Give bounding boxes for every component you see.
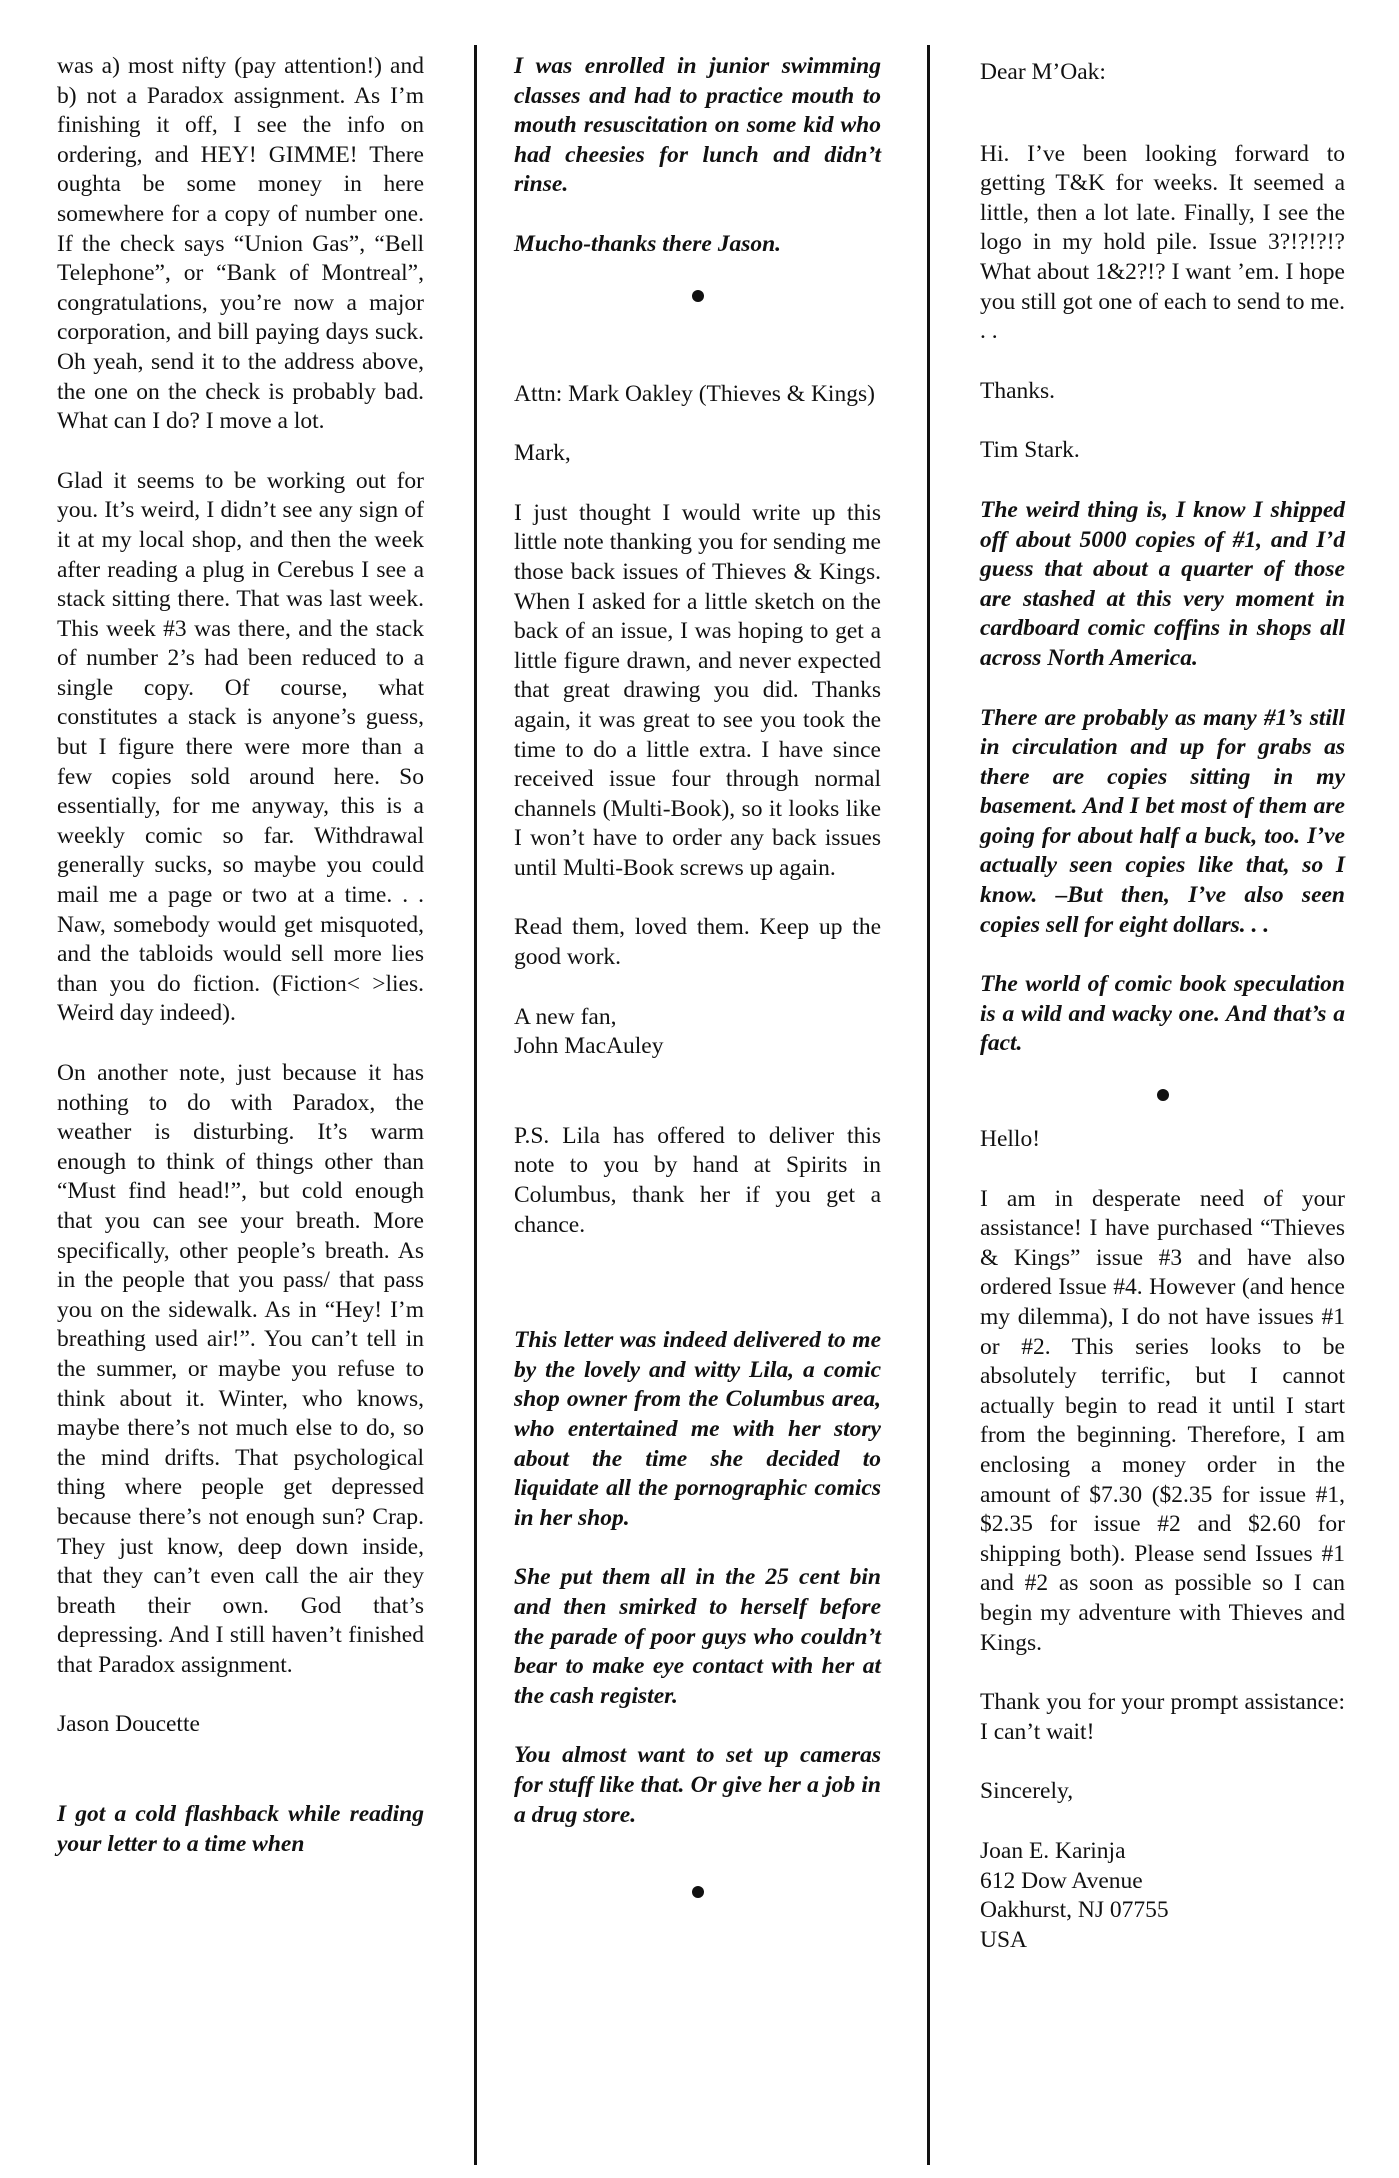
column-divider-left xyxy=(474,45,477,2165)
address-line: Oakhurst, NJ 07755 xyxy=(980,1897,1169,1924)
editor-reply: Mucho-thanks there Jason. xyxy=(514,230,782,257)
letter-closing: A new fan, xyxy=(514,1003,617,1030)
sender-address xyxy=(980,1837,1345,1955)
letter-salutation: Dear M’Oak: xyxy=(980,59,1106,85)
letter-heading: Attn: Mark Oakley (Thieves & Kings) xyxy=(514,380,875,407)
address-line: USA xyxy=(980,1926,1028,1953)
letter-paragraph: Glad it seems to be working out for you. It’s weird, I didn’t see any sign of it at my local shop, and then the week after reading a plug in Cerebus I see a stack sitting there. That was last week. This week #3 was there, and the stack of number 2’s had been reduced to a single copy. Of course, what constitutes a stack is anyone’s guess, but I figure there were more than a few copies sold around here. So essentially, for me anyway, this is a weekly comic so far. Withdrawal generally sucks, so maybe you could mail me a page or two at a time. . . Naw, somebody would get misquoted, and the tabloids would sell more lies than you do fiction. (Fiction< >lies. Weird day indeed). xyxy=(57,467,424,1027)
editor-reply: This letter was indeed delivered to me by the lovely and witty Lila, a comic shop owner from the Columbus area, who entertained me with her story about the time she decided to liquidate all the pornographic comics in her shop. xyxy=(514,1327,881,1531)
section-separator-bullet xyxy=(692,1886,704,1898)
letter-paragraph: Thank you for your prompt assistance: I can’t wait! xyxy=(980,1689,1345,1745)
letter-paragraph: On another note, just because it has nothing to do with Paradox, the weather is disturbing. It’s warm enough to think of things other than “Must find head!”, but cold enough that you can see your breath. More specifically, other people’s breath. As in the people that you pass/ that pass you on the sidewalk. As in “Hey! I’m breathing used air!”. You can’t tell in the summer, or maybe you refuse to think about it. Winter, who knows, maybe there’s not much else to do, so the mind drifts. That psychological thing where people get depressed because there’s not enough sun? Crap. They just know, deep down inside, that they can’t even call the air they breath their own. God that’s depressing. And I still haven’t finished that Paradox assignment. xyxy=(57,1060,424,1678)
column-divider-right xyxy=(927,45,930,2165)
letter-closing: Sincerely, xyxy=(980,1778,1074,1805)
letter-paragraph: I am in desperate need of your assistance! I have purchased “Thieves & Kings” issue #3 and have also ordered Issue #4. However (and hence my dilemma), I do not have issues #1 or #2. This series looks to be absolutely terrific, but I cannot actually begin to read it until I start from the beginning. Therefore, I am enclosing a money order in the amount of $7.30 ($2.35 for issue #1, $2.35 for issue #2 and $2.60 for shipping both). Please send Issues #1 and #2 as soon as possible so I can begin my adventure with Thieves and Kings. xyxy=(980,1185,1345,1656)
address-line: 612 Dow Avenue xyxy=(980,1867,1143,1894)
letter-paragraph: was a) most nifty (pay attention!) and b) not a Paradox assignment. As I’m finishing it off, I see the info on ordering, and HEY! GIMME! There oughta be some money in here somewhere for a copy of number one. If the check says “Union Gas”, “Bell Telephone”, or “Bank of Montreal”, congratulations, you’re now a major corporation, and bill paying days suck. Oh yeah, send it to the address above, the one on the check is probably bad. What can I do? I move a lot. xyxy=(57,53,424,435)
letter-salutation: Mark, xyxy=(514,440,571,467)
letter-salutation: Hello! xyxy=(980,1126,1041,1153)
letter-signature: Jason Doucette xyxy=(57,1711,200,1738)
column-right xyxy=(980,52,1345,1985)
editor-reply: I was enrolled in junior swimming classes and had to practice mouth to mouth resuscitation on some kid who had cheesies for lunch and didn’t rinse. xyxy=(514,53,881,198)
section-separator-bullet xyxy=(1157,1089,1169,1101)
address-line: Joan E. Karinja xyxy=(980,1837,1126,1864)
column-left xyxy=(57,52,424,1889)
letter-signature xyxy=(514,1003,881,1062)
letter-signature-name: John MacAuley xyxy=(514,1033,664,1060)
letter-closing: Thanks. xyxy=(980,377,1056,404)
editor-reply: She put them all in the 25 cent bin and then smirked to herself before the parade of poor guys who couldn’t bear to make eye contact with her at the cash register. xyxy=(514,1564,881,1709)
section-separator-bullet xyxy=(692,290,704,302)
editor-reply: The weird thing is, I know I shipped off about 5000 copies of #1, and I’d guess that about a quarter of those are stashed at this very moment in cardboard comic coffins in shops all across North America. xyxy=(980,496,1345,671)
editor-reply: You almost want to set up cameras for stuff like that. Or give her a job in a drug store. xyxy=(514,1742,881,1828)
letter-paragraph: I just thought I would write up this little note thanking you for sending me those back issues of Thieves & Kings. When I asked for a little sketch on the back of an issue, I was hoping to get a little figure drawn, and never expected that great drawing you did. Thanks again, it was great to see you took the time to do a little extra. I have since received issue four through normal channels (Multi-Book), so it looks like I won’t have to order any back issues until Multi-Book screws up again. xyxy=(514,499,881,881)
letter-signature: Tim Stark. xyxy=(980,437,1080,464)
letter-paragraph: Read them, loved them. Keep up the good work. xyxy=(514,914,881,971)
letter-paragraph: Hi. I’ve been looking forward to getting T&K for weeks. It seemed a little, then a lot late. Finally, I see the logo in my hold pile. Issue 3?!?!?!? What about 1&2?!? I want ’em. I hope you still got one of each to send to me. . . xyxy=(980,140,1345,345)
letter-postscript: P.S. Lila has offered to deliver this note to you by hand at Spirits in Columbus, thank her if you get a chance. xyxy=(514,1122,881,1238)
column-middle xyxy=(514,52,881,1928)
editor-reply: The world of comic book speculation is a wild and wacky one. And that’s a fact. xyxy=(980,971,1345,1057)
editor-reply: I got a cold flashback while reading your letter to a time when xyxy=(57,1801,424,1857)
editor-reply: There are probably as many #1’s still in circulation and up for grabs as there are copies sitting in my basement. And I bet most of them are going for about half a buck, too. I’ve actually seen copies like that, so I know. –But then, I’ve also seen copies sell for eight dollars. . . xyxy=(980,704,1345,938)
